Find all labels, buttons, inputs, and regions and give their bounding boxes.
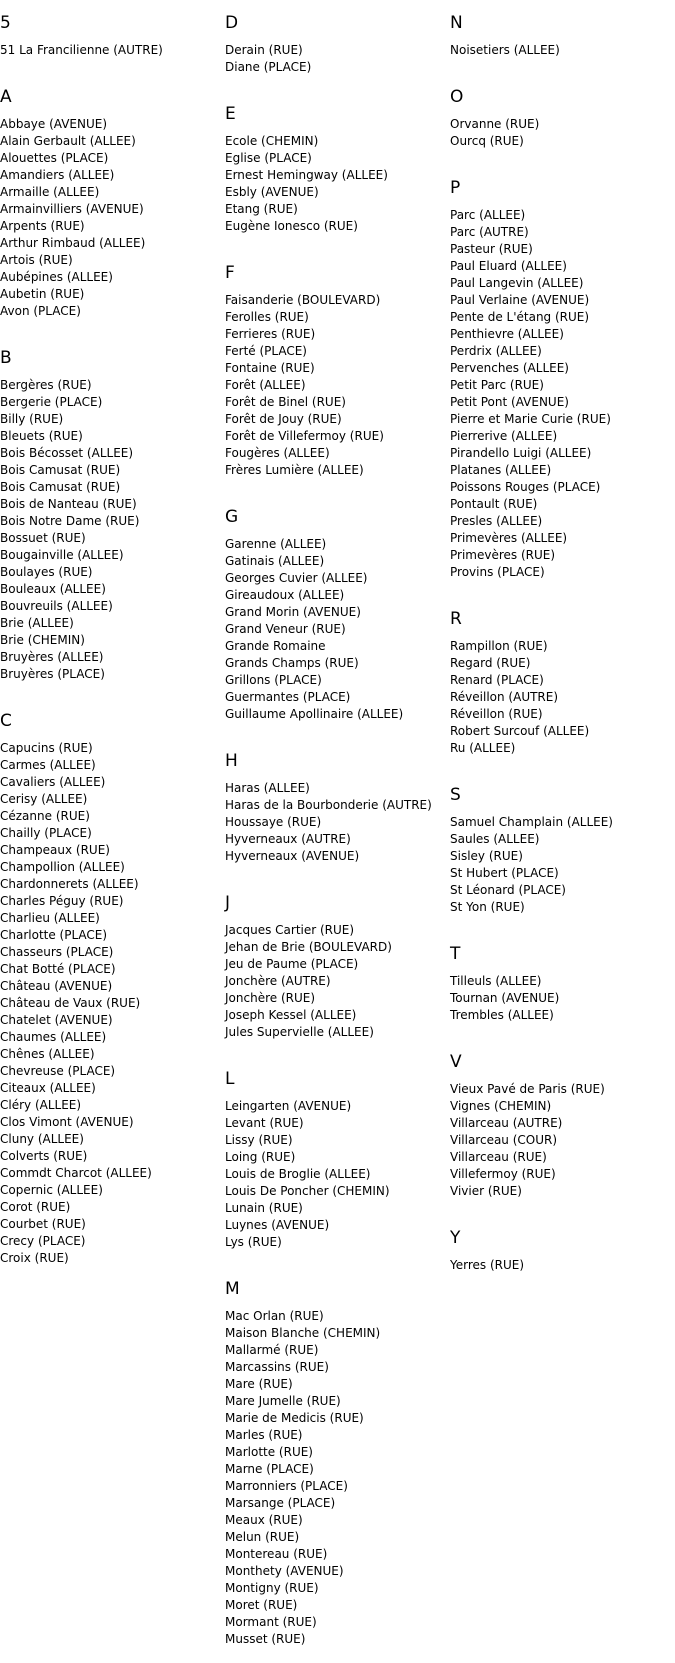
street-entry: Avon (PLACE) [0, 304, 81, 318]
street-entry: Faisanderie (BOULEVARD) [225, 293, 381, 307]
street-entry: Presles (ALLEE) [450, 514, 543, 528]
street-entry: Mormant (RUE) [225, 1615, 317, 1629]
street-entry: Regard (RUE) [450, 656, 531, 670]
letter-section [0, 12, 225, 74]
section-letter-heading: S [450, 785, 461, 805]
letter-section [225, 506, 450, 738]
letter-section [225, 892, 450, 1056]
section-letter-heading: 5 [0, 13, 11, 33]
street-entry: Armaille (ALLEE) [0, 185, 100, 199]
section-letter-heading: M [225, 1279, 240, 1299]
street-entry: Brie (ALLEE) [0, 616, 74, 630]
street-entry: Jonchère (AUTRE) [225, 974, 331, 988]
street-entry: Bleuets (RUE) [0, 429, 83, 443]
street-entry: Forêt de Villefermoy (RUE) [225, 429, 384, 443]
street-list [450, 116, 675, 150]
letter-section [225, 750, 450, 880]
street-entry: Diane (PLACE) [225, 60, 312, 74]
section-spacer [450, 581, 675, 596]
street-list [225, 1308, 450, 1648]
street-entry: Bois Camusat (RUE) [0, 463, 121, 477]
section-letter-heading: T [450, 944, 461, 964]
street-entry: Marronniers (PLACE) [225, 1479, 348, 1493]
section-letter-heading: O [450, 87, 464, 107]
street-entry: Marie de Medicis (RUE) [225, 1411, 364, 1425]
street-entry: Orvanne (RUE) [450, 117, 540, 131]
street-entry: Bossuet (RUE) [0, 531, 86, 545]
street-entry: Cavaliers (ALLEE) [0, 775, 106, 789]
letter-section [450, 1227, 675, 1289]
street-entry: Pirandello Luigi (ALLEE) [450, 446, 592, 460]
section-spacer [225, 76, 450, 91]
letter-section [450, 86, 675, 165]
street-entry: Forêt de Binel (RUE) [225, 395, 346, 409]
street-entry: Maison Blanche (CHEMIN) [225, 1326, 381, 1340]
street-list [450, 814, 675, 916]
street-entry: Noisetiers (ALLEE) [450, 43, 560, 57]
street-entry: Tilleuls (ALLEE) [450, 974, 542, 988]
street-entry: Jacques Cartier (RUE) [225, 923, 355, 937]
street-entry: Amandiers (ALLEE) [0, 168, 115, 182]
section-letter-heading: P [450, 178, 461, 198]
street-entry: Tournan (AVENUE) [450, 991, 560, 1005]
section-letter-heading: H [225, 751, 238, 771]
section-spacer [225, 235, 450, 250]
street-entry: Armainvilliers (AVENUE) [0, 202, 144, 216]
street-entry: Bois Bécosset (ALLEE) [0, 446, 134, 460]
street-entry: Chat Botté (PLACE) [0, 962, 116, 976]
street-entry: Esbly (AVENUE) [225, 185, 319, 199]
street-entry: Grands Champs (RUE) [225, 656, 359, 670]
street-entry: Penthievre (ALLEE) [450, 327, 564, 341]
street-entry: Pierre et Marie Curie (RUE) [450, 412, 611, 426]
street-entry: Réveillon (AUTRE) [450, 690, 559, 704]
letter-section [450, 1051, 675, 1215]
street-list [225, 1098, 450, 1251]
street-entry: Paul Langevin (ALLEE) [450, 276, 584, 290]
street-entry: Artois (RUE) [0, 253, 73, 267]
street-entry: Chailly (PLACE) [0, 826, 92, 840]
street-entry: Bois Notre Dame (RUE) [0, 514, 140, 528]
street-entry: Parc (AUTRE) [450, 225, 529, 239]
street-entry: Villarceau (AUTRE) [450, 1116, 563, 1130]
street-entry: Mare (RUE) [225, 1377, 293, 1391]
street-list [0, 740, 225, 1267]
letter-section [225, 12, 450, 91]
street-entry: Derain (RUE) [225, 43, 303, 57]
street-entry: Grande Romaine [225, 639, 326, 653]
street-entry: Boulayes (RUE) [0, 565, 93, 579]
street-entry: Chasseurs (PLACE) [0, 945, 114, 959]
street-entry: Luynes (AVENUE) [225, 1218, 330, 1232]
street-entry: Bougainville (ALLEE) [0, 548, 124, 562]
street-entry: Bouvreuils (ALLEE) [0, 599, 113, 613]
street-list [450, 638, 675, 757]
street-entry: Louis de Broglie (ALLEE) [225, 1167, 371, 1181]
section-spacer [450, 757, 675, 772]
street-entry: Croix (RUE) [0, 1251, 69, 1265]
street-entry: Yerres (RUE) [450, 1258, 525, 1272]
section-spacer [450, 1274, 675, 1289]
street-entry: Pente de L'étang (RUE) [450, 310, 590, 324]
section-letter-heading: D [225, 13, 239, 33]
street-entry: Vivier (RUE) [450, 1184, 522, 1198]
street-entry: Villefermoy (RUE) [450, 1167, 556, 1181]
street-entry: Guillaume Apollinaire (ALLEE) [225, 707, 404, 721]
street-entry: Marne (PLACE) [225, 1462, 314, 1476]
street-list [225, 536, 450, 723]
street-entry: Chênes (ALLEE) [0, 1047, 95, 1061]
street-entry: Paul Eluard (ALLEE) [450, 259, 567, 273]
section-spacer [450, 916, 675, 931]
section-letter-heading: C [0, 711, 12, 731]
section-spacer [225, 1648, 450, 1663]
section-spacer [225, 1251, 450, 1266]
section-spacer [450, 150, 675, 165]
section-letter-heading: Y [450, 1228, 461, 1248]
street-entry: Château (AVENUE) [0, 979, 113, 993]
street-entry: Villarceau (COUR) [450, 1133, 558, 1147]
street-entry: Arthur Rimbaud (ALLEE) [0, 236, 146, 250]
street-entry: Citeaux (ALLEE) [0, 1081, 96, 1095]
section-letter-heading: N [450, 13, 463, 33]
street-entry: Vignes (CHEMIN) [450, 1099, 552, 1113]
letter-section [225, 262, 450, 494]
street-entry: Clos Vimont (AVENUE) [0, 1115, 134, 1129]
street-entry: Haras de la Bourbonderie (AUTRE) [225, 798, 432, 812]
street-entry: Pervenches (ALLEE) [450, 361, 569, 375]
street-entry: Pontault (RUE) [450, 497, 538, 511]
street-entry: Mac Orlan (RUE) [225, 1309, 324, 1323]
street-entry: Gatinais (ALLEE) [225, 554, 325, 568]
street-list [225, 42, 450, 76]
street-entry: Carmes (ALLEE) [0, 758, 96, 772]
street-entry: Perdrix (ALLEE) [450, 344, 542, 358]
street-entry: Louis De Poncher (CHEMIN) [225, 1184, 390, 1198]
street-list [0, 116, 225, 320]
street-entry: Abbaye (AVENUE) [0, 117, 108, 131]
street-entry: Eglise (PLACE) [225, 151, 312, 165]
street-entry: Alain Gerbault (ALLEE) [0, 134, 136, 148]
street-list [0, 42, 225, 59]
letter-section [0, 347, 225, 698]
street-list [0, 377, 225, 683]
street-entry: St Yon (RUE) [450, 900, 525, 914]
street-index-column-1 [0, 0, 225, 1282]
street-entry: Bois Camusat (RUE) [0, 480, 121, 494]
street-entry: Lys (RUE) [225, 1235, 282, 1249]
street-entry: Mare Jumelle (RUE) [225, 1394, 341, 1408]
street-entry: Ferrieres (RUE) [225, 327, 316, 341]
street-entry: Bruyères (PLACE) [0, 667, 105, 681]
street-entry: Courbet (RUE) [0, 1217, 86, 1231]
street-entry: Jeu de Paume (PLACE) [225, 957, 359, 971]
street-entry: Pierrerive (ALLEE) [450, 429, 558, 443]
street-list [450, 1257, 675, 1274]
street-entry: Charlotte (PLACE) [0, 928, 108, 942]
street-entry: Montigny (RUE) [225, 1581, 319, 1595]
street-entry: Grand Veneur (RUE) [225, 622, 346, 636]
street-entry: Etang (RUE) [225, 202, 298, 216]
section-letter-heading: V [450, 1052, 462, 1072]
street-entry: Copernic (ALLEE) [0, 1183, 103, 1197]
street-entry: Trembles (ALLEE) [450, 1008, 554, 1022]
street-entry: Levant (RUE) [225, 1116, 304, 1130]
street-entry: Frères Lumière (ALLEE) [225, 463, 364, 477]
street-entry: Sisley (RUE) [450, 849, 523, 863]
section-letter-heading: L [225, 1069, 235, 1089]
street-entry: Ferté (PLACE) [225, 344, 307, 358]
section-spacer [0, 320, 225, 335]
street-entry: Saules (ALLEE) [450, 832, 540, 846]
street-entry: Georges Cuvier (ALLEE) [225, 571, 368, 585]
street-entry: Houssaye (RUE) [225, 815, 322, 829]
street-entry: Musset (RUE) [225, 1632, 306, 1646]
section-spacer [0, 683, 225, 698]
section-letter-heading: J [225, 893, 231, 913]
street-entry: Hyverneaux (AVENUE) [225, 849, 360, 863]
street-entry: St Hubert (PLACE) [450, 866, 559, 880]
street-entry: Jules Supervielle (ALLEE) [225, 1025, 374, 1039]
street-entry: Bruyères (ALLEE) [0, 650, 104, 664]
street-entry: Chatelet (AVENUE) [0, 1013, 113, 1027]
street-entry: Forêt (ALLEE) [225, 378, 306, 392]
street-entry: Provins (PLACE) [450, 565, 545, 579]
street-list [225, 922, 450, 1041]
street-list [450, 1081, 675, 1200]
street-entry: Haras (ALLEE) [225, 781, 310, 795]
street-entry: Fontaine (RUE) [225, 361, 315, 375]
street-index-column-3 [450, 0, 675, 1289]
street-entry: Marles (RUE) [225, 1428, 303, 1442]
section-spacer [225, 1041, 450, 1056]
street-entry: Marlotte (RUE) [225, 1445, 313, 1459]
letter-section [450, 177, 675, 596]
street-entry: Jehan de Brie (BOULEVARD) [225, 940, 392, 954]
street-list [225, 780, 450, 865]
street-entry: Bois de Nanteau (RUE) [0, 497, 137, 511]
street-entry: Marsange (PLACE) [225, 1496, 336, 1510]
street-entry: Chaumes (ALLEE) [0, 1030, 107, 1044]
letter-section [450, 784, 675, 931]
street-entry: Commdt Charcot (ALLEE) [0, 1166, 152, 1180]
section-spacer [0, 1267, 225, 1282]
street-entry: Moret (RUE) [225, 1598, 298, 1612]
street-entry: Forêt de Jouy (RUE) [225, 412, 342, 426]
street-entry: Aubépines (ALLEE) [0, 270, 113, 284]
section-letter-heading: E [225, 104, 236, 124]
street-entry: Cluny (ALLEE) [0, 1132, 84, 1146]
section-spacer [450, 59, 675, 74]
street-entry: Champeaux (RUE) [0, 843, 110, 857]
section-spacer [225, 865, 450, 880]
street-entry: Garenne (ALLEE) [225, 537, 327, 551]
street-entry: Platanes (ALLEE) [450, 463, 552, 477]
letter-section [0, 86, 225, 335]
street-entry: Colverts (RUE) [0, 1149, 88, 1163]
street-entry: Cézanne (RUE) [0, 809, 90, 823]
street-entry: Aubetin (RUE) [0, 287, 85, 301]
section-spacer [450, 1200, 675, 1215]
section-letter-heading: B [0, 348, 12, 368]
street-entry: Petit Pont (AVENUE) [450, 395, 569, 409]
street-entry: Lunain (RUE) [225, 1201, 303, 1215]
street-entry: Poissons Rouges (PLACE) [450, 480, 601, 494]
street-entry: Melun (RUE) [225, 1530, 300, 1544]
street-entry: Hyverneaux (AUTRE) [225, 832, 351, 846]
street-index-column-2 [225, 0, 450, 1663]
street-entry: Brie (CHEMIN) [0, 633, 85, 647]
street-entry: Meaux (RUE) [225, 1513, 303, 1527]
street-list [450, 42, 675, 59]
street-entry: Gireaudoux (ALLEE) [225, 588, 345, 602]
street-entry: Bergerie (PLACE) [0, 395, 103, 409]
section-letter-heading: G [225, 507, 239, 527]
street-entry: Cerisy (ALLEE) [0, 792, 88, 806]
street-entry: Charlieu (ALLEE) [0, 911, 100, 925]
street-entry: Bouleaux (ALLEE) [0, 582, 106, 596]
street-entry: Billy (RUE) [0, 412, 64, 426]
street-entry: Primevères (RUE) [450, 548, 556, 562]
section-letter-heading: A [0, 87, 12, 107]
letter-section [0, 710, 225, 1282]
street-entry: Lissy (RUE) [225, 1133, 293, 1147]
street-entry: Mallarmé (RUE) [225, 1343, 319, 1357]
street-entry: 51 La Francilienne (AUTRE) [0, 43, 163, 57]
street-entry: Jonchère (RUE) [225, 991, 316, 1005]
street-entry: Alouettes (PLACE) [0, 151, 109, 165]
street-entry: Pasteur (RUE) [450, 242, 533, 256]
street-entry: Marcassins (RUE) [225, 1360, 329, 1374]
street-entry: Rampillon (RUE) [450, 639, 548, 653]
street-entry: Réveillon (RUE) [450, 707, 543, 721]
street-entry: Petit Parc (RUE) [450, 378, 544, 392]
street-entry: Primevères (ALLEE) [450, 531, 568, 545]
letter-section [450, 943, 675, 1039]
street-entry: Monthety (AVENUE) [225, 1564, 344, 1578]
street-entry: Leingarten (AVENUE) [225, 1099, 352, 1113]
section-letter-heading: F [225, 263, 235, 283]
street-entry: Samuel Champlain (ALLEE) [450, 815, 613, 829]
street-list [450, 973, 675, 1024]
section-spacer [450, 1024, 675, 1039]
street-entry: Chevreuse (PLACE) [0, 1064, 116, 1078]
street-entry: Crecy (PLACE) [0, 1234, 86, 1248]
section-letter-heading: R [450, 609, 462, 629]
street-entry: Villarceau (RUE) [450, 1150, 547, 1164]
street-entry: Grand Morin (AVENUE) [225, 605, 361, 619]
street-list [225, 133, 450, 235]
letter-section [450, 12, 675, 74]
street-entry: Vieux Pavé de Paris (RUE) [450, 1082, 605, 1096]
street-entry: Grillons (PLACE) [225, 673, 322, 687]
street-entry: Renard (PLACE) [450, 673, 544, 687]
street-entry: Fougères (ALLEE) [225, 446, 330, 460]
street-entry: Ourcq (RUE) [450, 134, 524, 148]
street-entry: Parc (ALLEE) [450, 208, 526, 222]
section-spacer [225, 723, 450, 738]
street-entry: St Léonard (PLACE) [450, 883, 566, 897]
street-entry: Ru (ALLEE) [450, 741, 516, 755]
street-entry: Guermantes (PLACE) [225, 690, 351, 704]
section-spacer [225, 479, 450, 494]
street-entry: Bergères (RUE) [0, 378, 92, 392]
street-entry: Cléry (ALLEE) [0, 1098, 82, 1112]
street-entry: Montereau (RUE) [225, 1547, 328, 1561]
street-entry: Arpents (RUE) [0, 219, 85, 233]
street-entry: Chardonnerets (ALLEE) [0, 877, 139, 891]
street-entry: Capucins (RUE) [0, 741, 93, 755]
letter-section [450, 608, 675, 772]
letter-section [225, 103, 450, 250]
street-entry: Paul Verlaine (AVENUE) [450, 293, 590, 307]
street-list [225, 292, 450, 479]
street-entry: Château de Vaux (RUE) [0, 996, 141, 1010]
letter-section [225, 1278, 450, 1663]
street-entry: Champollion (ALLEE) [0, 860, 125, 874]
street-entry: Ecole (CHEMIN) [225, 134, 319, 148]
street-entry: Loing (RUE) [225, 1150, 296, 1164]
street-entry: Eugène Ionesco (RUE) [225, 219, 358, 233]
street-entry: Ernest Hemingway (ALLEE) [225, 168, 388, 182]
street-entry: Joseph Kessel (ALLEE) [225, 1008, 357, 1022]
section-spacer [0, 59, 225, 74]
street-entry: Robert Surcouf (ALLEE) [450, 724, 590, 738]
letter-section [225, 1068, 450, 1266]
street-entry: Charles Péguy (RUE) [0, 894, 124, 908]
street-list [450, 207, 675, 581]
street-entry: Ferolles (RUE) [225, 310, 309, 324]
street-entry: Corot (RUE) [0, 1200, 71, 1214]
